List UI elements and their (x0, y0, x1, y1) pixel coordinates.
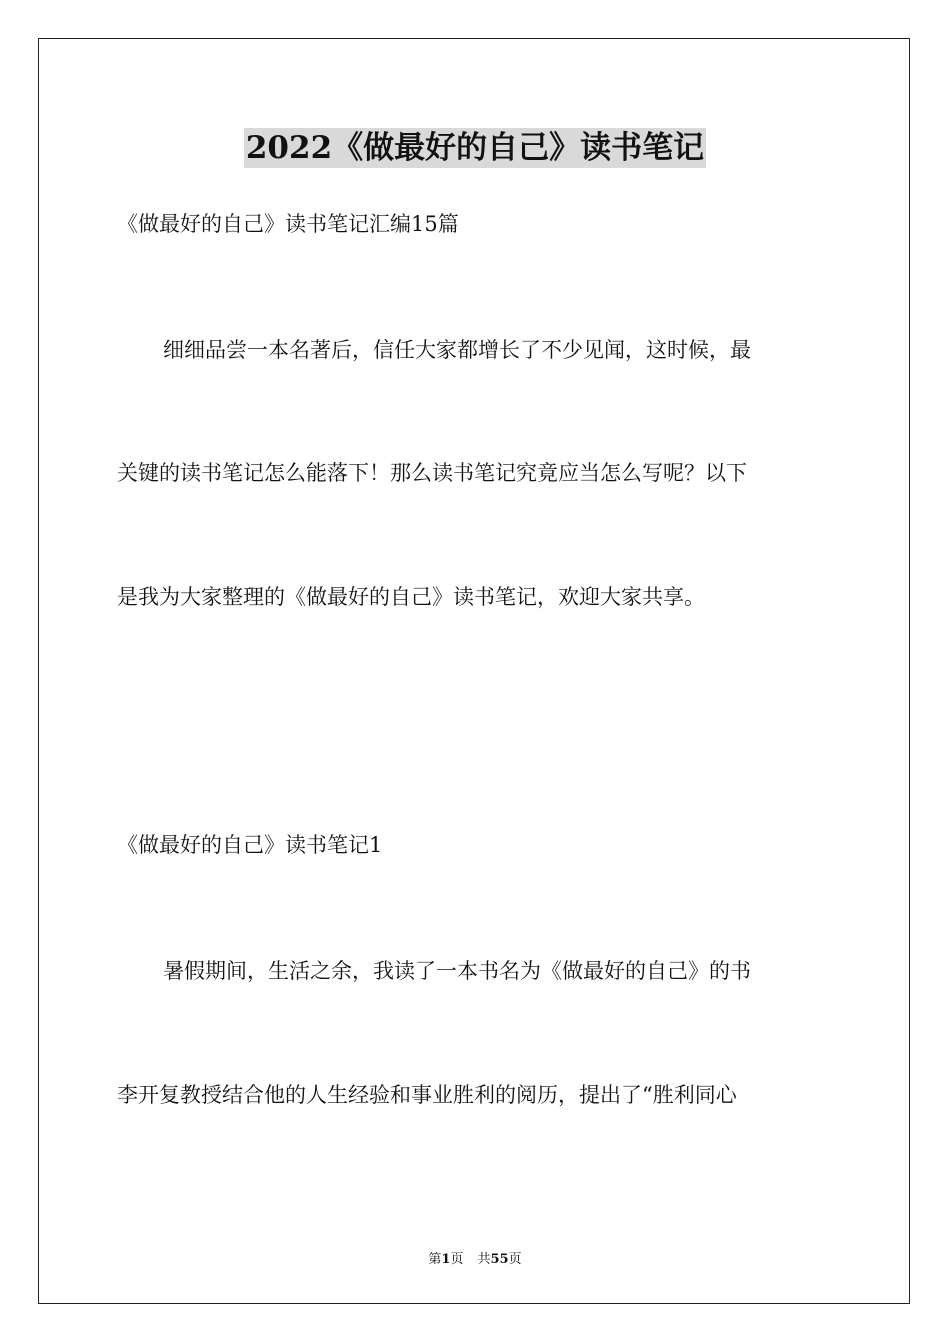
document-title: 2022《做最好的自己》读书笔记 (245, 130, 705, 166)
paragraph-line: 暑假期间，生活之余，我读了一本书名为《做最好的自己》的书 (163, 959, 751, 983)
footer-total-pages: 55 (490, 1252, 509, 1267)
page-footer (0, 1248, 950, 1267)
subtitle-line: 《做最好的自己》读书笔记汇编15篇 (117, 212, 459, 236)
footer-page-number: 1 (441, 1252, 451, 1267)
paragraph-line: 细细品尝一本名著后，信任大家都增长了不少见闻，这时候，最 (163, 338, 751, 362)
footer-total-prefix: 共 (477, 1252, 491, 1267)
footer-page-prefix: 第 (428, 1252, 442, 1267)
paragraph-line: 是我为大家整理的《做最好的自己》读书笔记，欢迎大家共享。 (117, 585, 705, 609)
paragraph-line: 李开复教授结合他的人生经验和事业胜利的阅历，提出了“胜利同心 (117, 1083, 737, 1107)
title-container (0, 128, 950, 168)
footer-total-suffix: 页 (508, 1252, 522, 1267)
section-heading: 《做最好的自己》读书笔记1 (117, 833, 383, 857)
footer-page-suffix: 页 (450, 1252, 464, 1267)
paragraph-line: 关键的读书笔记怎么能落下！那么读书笔记究竟应当怎么写呢？以下 (117, 461, 747, 485)
